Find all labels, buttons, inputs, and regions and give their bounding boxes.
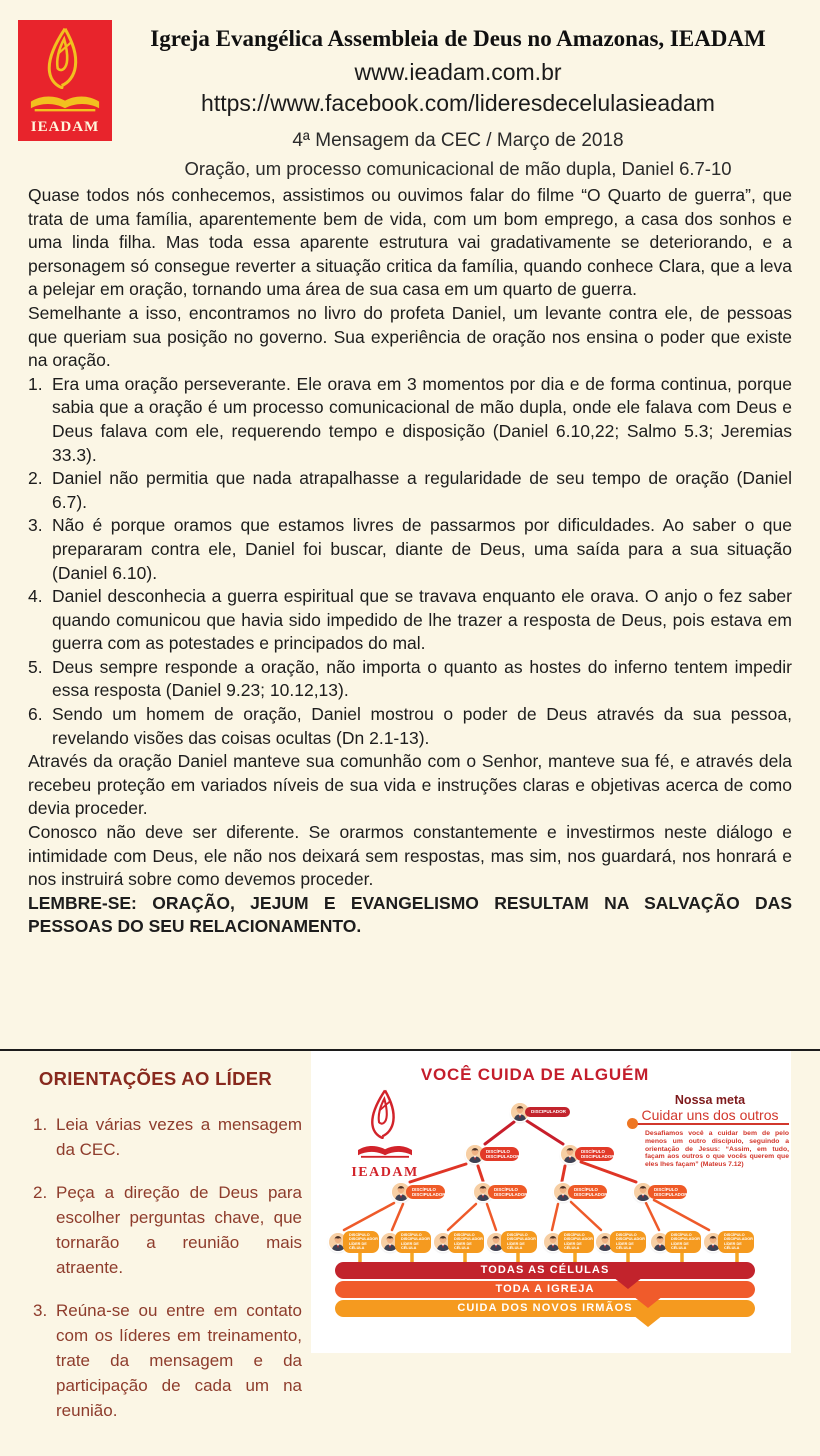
card-title: VOCÊ CUIDA DE ALGUÉM	[420, 1065, 650, 1084]
facebook-link[interactable]: https://www.facebook.com/lideresdecelulasieadam	[201, 90, 715, 116]
node-label: DISCÍPULO DISCIPULADOR LÍDER DE CÉLULA	[558, 1231, 594, 1253]
tree-node-lider-celula	[434, 1231, 484, 1253]
item-text: Peça a direção de Deus para escolher perguntas chave, que tornarão a reunião mais atraente.	[56, 1183, 302, 1277]
care-card	[311, 1051, 791, 1353]
goal-title: Nossa meta	[674, 1093, 746, 1107]
chevron-down-icon	[613, 1277, 643, 1289]
numbered-item-5	[28, 656, 792, 703]
orientation-item-3	[33, 1298, 302, 1423]
item-number: 2.	[28, 468, 43, 489]
logo-wordmark: IEADAM	[30, 119, 100, 135]
message-title: Oração, um processo comunicacional de mão dupla, Daniel 6.7-10	[184, 158, 732, 179]
website-link[interactable]: www.ieadam.com.br	[354, 59, 562, 85]
item-text: Daniel desconhecia a guerra espiritual que se travava enquanto ele orava. O anjo o fez saber quando comunicou que havia sido impedido de lhe trazer a resposta de Deus, pois estava em guerra com as potestades e principados do mal.	[52, 586, 792, 654]
node-label: DISCÍPULO DISCIPULADOR LÍDER DE CÉLULA	[501, 1231, 537, 1253]
body-paragraph-2: Semelhante a isso, encontramos no livro do profeta Daniel, um levante contra ele, de pessoas que queriam sua posição no governo. Sua experiência de oração nos ensina o poder que existe na oração.	[28, 302, 792, 371]
tree-node-discipulo	[554, 1183, 607, 1201]
node-label: DISCÍPULO DISCIPULADOR LÍDER DE CÉLULA	[448, 1231, 484, 1253]
item-text: Leia várias vezes a mensagem da CEC.	[56, 1115, 302, 1159]
node-label: DISCÍPULO DISCIPULADOR	[568, 1185, 607, 1199]
body-paragraph-3: Através da oração Daniel manteve sua comunhão com o Senhor, manteve sua fé, e através dela recebeu proteção em variados níveis de sua vida e instruções claras e objetivas acerca de como devia proceder.	[28, 751, 792, 819]
item-number: 4.	[28, 586, 43, 607]
chevron-down-icon	[633, 1315, 663, 1327]
item-text: Era uma oração perseverante. Ele orava em 3 momentos por dia e de forma continua, porque sabia que a oração é um processo comunicacional de mão dupla, onde ele falava com Deus e Deus falava com ele, requerendo tempo e disposição (Daniel 6.10,22; Salmo 5.3; Jeremias 33.3).	[52, 373, 792, 465]
node-label: DISCÍPULO DISCIPULADOR	[406, 1185, 445, 1199]
church-title: Igreja Evangélica Assembleia de Deus no Amazonas, IEADAM	[150, 26, 766, 51]
tree-node-lider-celula	[651, 1231, 701, 1253]
node-label: DISCÍPULO DISCIPULADOR LÍDER DE CÉLULA	[665, 1231, 701, 1253]
item-text: Deus sempre responde a oração, não importa o quanto as hostes do inferno tentem impedir essa resposta (Daniel 9.23; 10.12,13).	[52, 656, 792, 701]
body-paragraph-4: Conosco não deve ser diferente. Se orarmos constantemente e investirmos neste diálogo e intimidade com Deus, ele não nos deixará sem respostas, mas sim, nos guardará, nos honrará e nos instruirá sobre como devemos proceder.	[28, 822, 792, 890]
orientations-panel	[0, 1051, 311, 1420]
level-bar-todas-as-celulas: TODAS AS CÉLULAS	[335, 1262, 755, 1279]
tree-node-lider-celula	[381, 1231, 431, 1253]
flame-emblem-icon	[39, 27, 91, 94]
body-paragraph-1: Quase todos nós conhecemos, assistimos ou ouvimos falar do filme “O Quarto de guerra”, que trata de uma família, aparentemente bem de vida, com um bom emprego, a casa dos sonhos e uma linda filha. Mas toda essa aparente estrutura vai gradativamente se deteriorando, e a personagem só consegue reverter a situação critica da família, quando conhece Clara, que a leva a pelejar em oração, tornando uma área de sua casa em um quarto de guerra.	[28, 185, 792, 300]
reminder-text: LEMBRE-SE: ORAÇÃO, JEJUM E EVANGELISMO RESULTAM NA SALVAÇÃO DAS PESSOAS DO SEU RELACIONAMENTO.	[28, 892, 792, 937]
item-number: 1.	[33, 1115, 48, 1134]
goal-underline	[637, 1123, 789, 1125]
orientation-item-1	[33, 1112, 302, 1162]
numbered-item-1	[28, 373, 792, 467]
node-label: DISCÍPULO DISCIPULADOR LÍDER DE CÉLULA	[718, 1231, 754, 1253]
numbered-item-6	[28, 703, 792, 750]
tree-node-lider-celula	[487, 1231, 537, 1253]
orientations-title: ORIENTAÇÕES AO LÍDER	[38, 1068, 273, 1089]
logo-wordmark: IEADAM	[351, 1165, 419, 1180]
tree-node-lider-celula	[704, 1231, 754, 1253]
node-label: DISCÍPULO DISCIPULADOR	[488, 1185, 527, 1199]
tree-node-discipulo	[634, 1183, 687, 1201]
item-text: Não é porque oramos que estamos livres de passarmos por dificuldades. Ao saber o que prepararam contra ele, Daniel foi buscar, diante de Deus, uma saída para a sua situação (Daniel 6.10).	[52, 515, 792, 583]
tree-node-lider-celula	[544, 1231, 594, 1253]
item-number: 2.	[33, 1183, 48, 1202]
orientation-item-2	[33, 1180, 302, 1280]
node-label: DISCÍPULO DISCIPULADOR LÍDER DE CÉLULA	[343, 1231, 379, 1253]
goal-bullet-icon	[627, 1118, 638, 1129]
tree-node-lider-celula	[596, 1231, 646, 1253]
item-number: 1.	[28, 373, 43, 394]
item-number: 3.	[33, 1301, 48, 1320]
goal-text: Desafiamos você a cuidar bem de pelo menos um outro discípulo, seguindo a orientação de Jesus: “Assim, em tudo, façam aos outros o que vocês querem que eles lhes façam” (Mateus 7.12)	[645, 1130, 789, 1169]
item-text: Daniel não permitia que nada atrapalhasse a regularidade de seu tempo de oração (Daniel 6.7).	[52, 468, 792, 512]
node-label: DISCÍPULO DISCIPULADOR	[575, 1147, 614, 1161]
chevron-down-icon	[633, 1296, 663, 1308]
ieadam-logo	[18, 20, 112, 141]
message-body	[28, 184, 792, 939]
message-number: 4ª Mensagem da CEC / Março de 2018	[292, 130, 624, 151]
item-text: Reúna-se ou entre em contato com os líderes em treinamento, trate da mensagem e da participação de cada um na reunião.	[56, 1301, 302, 1420]
item-text: Sendo um homem de oração, Daniel mostrou o poder de Deus através da sua pessoa, revelando visões das coisas ocultas (Dn 2.1-13).	[52, 704, 792, 748]
node-label: DISCÍPULO DISCIPULADOR	[648, 1185, 687, 1199]
node-label: DISCIPULADOR	[525, 1107, 570, 1116]
item-number: 5.	[28, 656, 43, 677]
node-label: DISCÍPULO DISCIPULADOR	[480, 1147, 519, 1161]
node-label: DISCÍPULO DISCIPULADOR LÍDER DE CÉLULA	[610, 1231, 646, 1253]
header-text	[104, 26, 812, 180]
level-bar-cuida-dos-novos-irmaos: CUIDA DOS NOVOS IRMÃOS	[335, 1300, 755, 1317]
goal-subtitle: Cuidar uns dos outros	[641, 1107, 779, 1123]
numbered-item-2	[28, 467, 792, 514]
numbered-item-4	[28, 585, 792, 656]
tree-node-lider-celula	[329, 1231, 379, 1253]
tree-node-discipulo	[392, 1183, 445, 1201]
item-number: 6.	[28, 704, 43, 725]
level-bar-toda-a-igreja: TODA A IGREJA	[335, 1281, 755, 1298]
tree-node-discipulo	[466, 1145, 519, 1163]
node-label: DISCÍPULO DISCIPULADOR LÍDER DE CÉLULA	[395, 1231, 431, 1253]
tree-node-discipulador	[511, 1103, 570, 1121]
tree-node-discipulo	[474, 1183, 527, 1201]
numbered-item-3	[28, 514, 792, 585]
item-number: 3.	[28, 515, 43, 536]
tree-node-discipulo	[561, 1145, 614, 1163]
open-book-icon	[29, 94, 101, 118]
